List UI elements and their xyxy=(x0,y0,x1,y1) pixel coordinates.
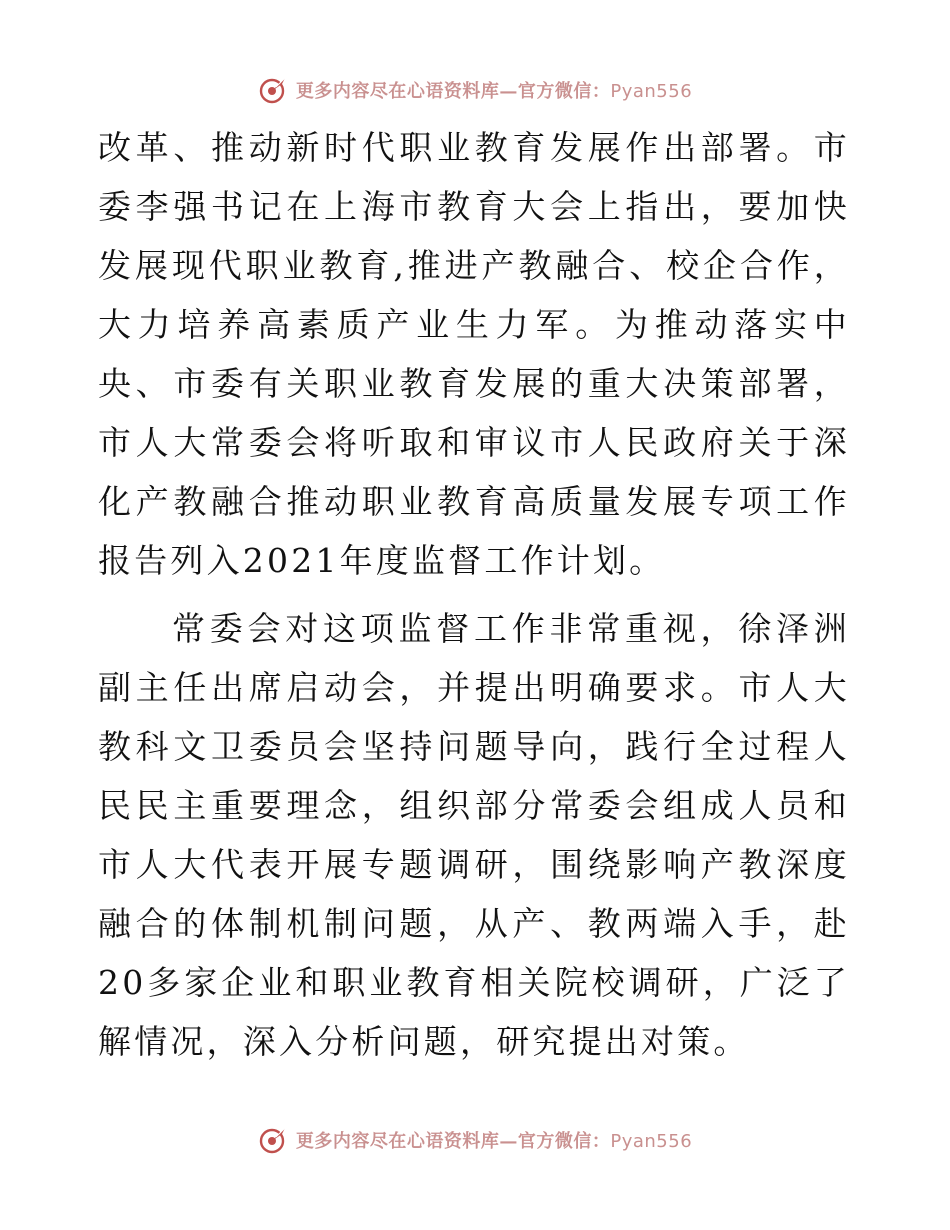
quill-logo-icon xyxy=(258,75,288,105)
paragraph-1: 改革、推动新时代职业教育发展作出部署。市委李强书记在上海市教育大会上指出，要加快发展现代职业教育,推进产教融合、校企合作，大力培养高素质产业生力军。为推动落实中央、市委有关职业教育发展的重大决策部署，市人大常委会将听取和审议市人民政府关于深化产教融合推动职业教育高质量发展专项工作报告列入2021年度监督工作计划。 xyxy=(98,128,850,580)
watermark-text xyxy=(296,77,692,103)
paragraph-2: 常委会对这项监督工作非常重视，徐泽洲副主任出席启动会，并提出明确要求。市人大教科文卫委员会坚持问题导向，践行全过程人民民主重要理念，组织部分常委会组成人员和市人大代表开展专题调研，围绕影响产教深度融合的体制机制问题，从产、教两端入手，赴20多家企业和职业教育相关院校调研，广泛了解情况，深入分析问题，研究提出对策。 xyxy=(98,609,850,1061)
watermark-handle: Pyan556 xyxy=(610,81,693,102)
document-body xyxy=(98,118,850,1071)
paragraph-gap xyxy=(98,590,850,591)
watermark-brand: 更多内容尽在心语资料库 xyxy=(295,81,500,102)
watermark-separator: —官方微信： xyxy=(499,81,611,102)
watermark-brand: 更多内容尽在心语资料库 xyxy=(295,1131,500,1152)
watermark-handle: Pyan556 xyxy=(610,1131,693,1152)
quill-logo-icon xyxy=(258,1125,288,1155)
watermark-separator: —官方微信： xyxy=(499,1131,611,1152)
header-watermark xyxy=(0,70,950,110)
footer-watermark xyxy=(0,1120,950,1160)
watermark-text xyxy=(296,1127,692,1153)
